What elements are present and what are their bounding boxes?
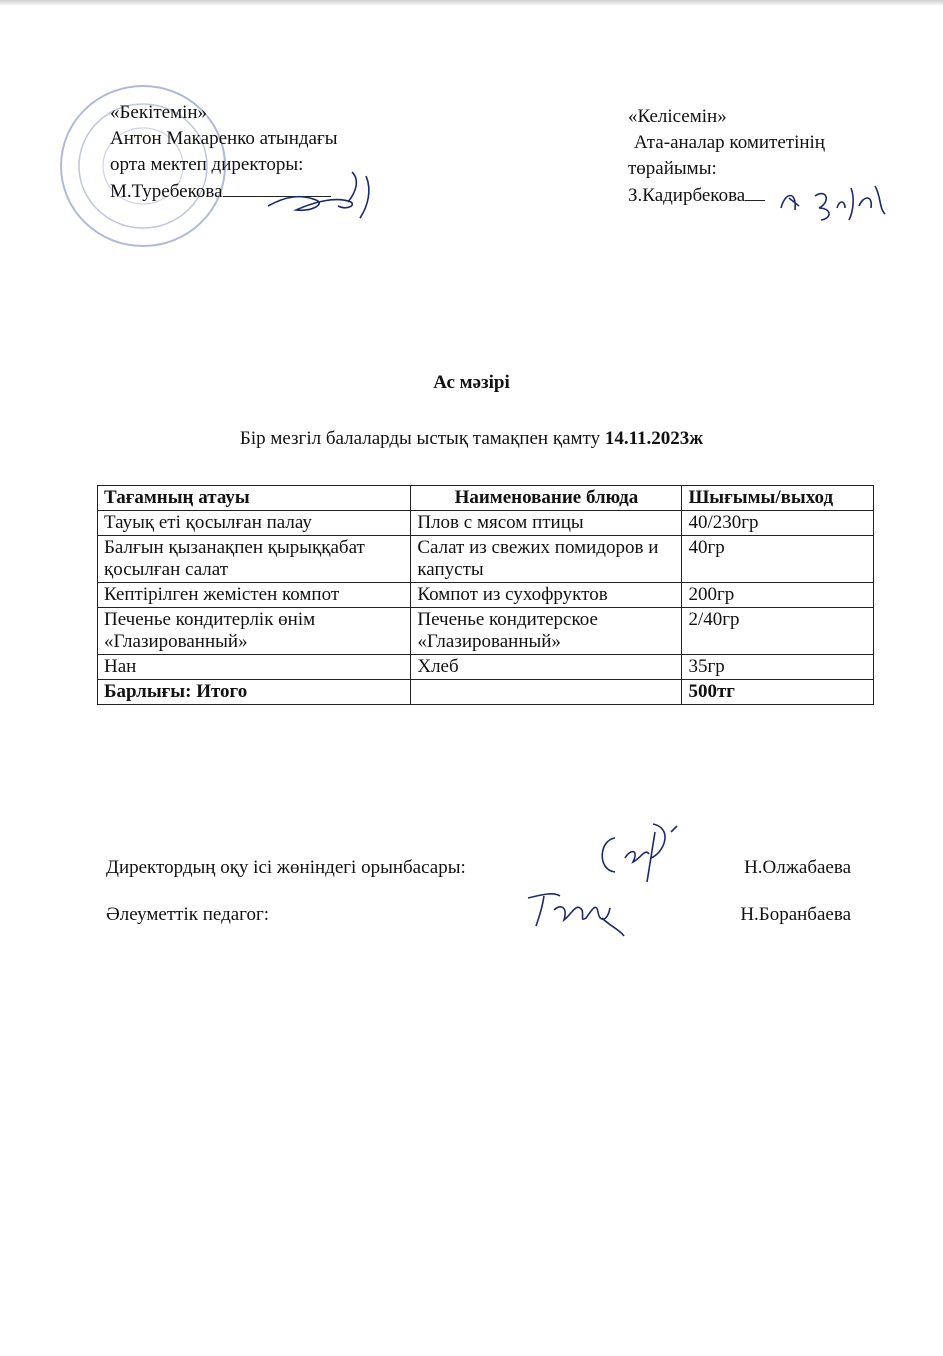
- document-subtitle: [0, 428, 943, 450]
- table-row: [98, 536, 874, 583]
- dish-kz: Кептірілген жемістен компот: [98, 583, 411, 608]
- deputy-signature: [585, 818, 685, 888]
- table-header-row: [98, 486, 874, 511]
- agree-signature-line: [745, 182, 765, 201]
- dish-kz: Балғын қызанақпен қырыққабат қосылған салат: [98, 536, 411, 583]
- dish-ru: Хлеб: [411, 655, 682, 680]
- director-signature: [256, 166, 386, 226]
- agree-name: З.Кадирбекова: [628, 185, 746, 206]
- pedagog-signature: [524, 880, 634, 940]
- deputy-name: Н.Олжабаева: [744, 857, 851, 878]
- dish-ru: Плов с мясом птицы: [411, 511, 682, 536]
- subtitle-text: Бір мезгіл балаларды ыстық тамақпен қамту: [239, 428, 605, 449]
- header-russian-name: Наименование блюда: [411, 486, 682, 511]
- total-price: 500тг: [682, 680, 874, 705]
- table-row: [98, 583, 874, 608]
- approve-heading: «Бекітемін»: [110, 102, 208, 123]
- dish-yield: 40/230гр: [682, 511, 874, 536]
- dish-ru: Печенье кондитерское «Глазированный»: [411, 608, 682, 655]
- agree-heading: «Келісемін»: [628, 106, 727, 127]
- table-row: [98, 608, 874, 655]
- approve-school: Антон Макаренко атындағы: [110, 128, 338, 149]
- approve-name: М.Туребекова: [110, 181, 223, 202]
- header-kazakh-name: Тағамның атауы: [98, 486, 411, 511]
- menu-date: 14.11.2023ж: [604, 428, 704, 449]
- header-yield: Шығымы/выход: [682, 486, 874, 511]
- committee-signature: [775, 178, 895, 228]
- deputy-signature-row: [106, 857, 851, 879]
- total-label: Барлығы: Итого: [98, 680, 411, 705]
- deputy-role: Директордың оқу ісі жөніндегі орынбасары:: [106, 857, 466, 878]
- dish-kz: Печенье кондитерлік өнім «Глазированный»: [98, 608, 411, 655]
- pedagog-signature-row: [106, 904, 851, 926]
- dish-yield: 40гр: [682, 536, 874, 583]
- dish-ru: Компот из сухофруктов: [411, 583, 682, 608]
- table-row: [98, 511, 874, 536]
- document-title: Ас мәзірі: [433, 372, 510, 393]
- total-empty: [411, 680, 682, 705]
- dish-kz: Нан: [98, 655, 411, 680]
- table-row: [98, 655, 874, 680]
- pedagog-name: Н.Боранбаева: [740, 904, 851, 925]
- scan-edge: [0, 0, 943, 6]
- approve-position: орта мектеп директоры:: [110, 154, 304, 175]
- agree-committee: Ата-аналар комитетінің: [634, 132, 825, 153]
- dish-yield: 2/40гр: [682, 608, 874, 655]
- menu-table: [97, 485, 874, 705]
- dish-yield: 35гр: [682, 655, 874, 680]
- table-total-row: [98, 680, 874, 705]
- dish-ru: Салат из свежих помидоров и капусты: [411, 536, 682, 583]
- pedagog-role: Әлеуметтік педагог:: [106, 904, 270, 925]
- agree-position: төрайымы:: [628, 158, 717, 179]
- dish-yield: 200гр: [682, 583, 874, 608]
- dish-kz: Тауық еті қосылған палау: [98, 511, 411, 536]
